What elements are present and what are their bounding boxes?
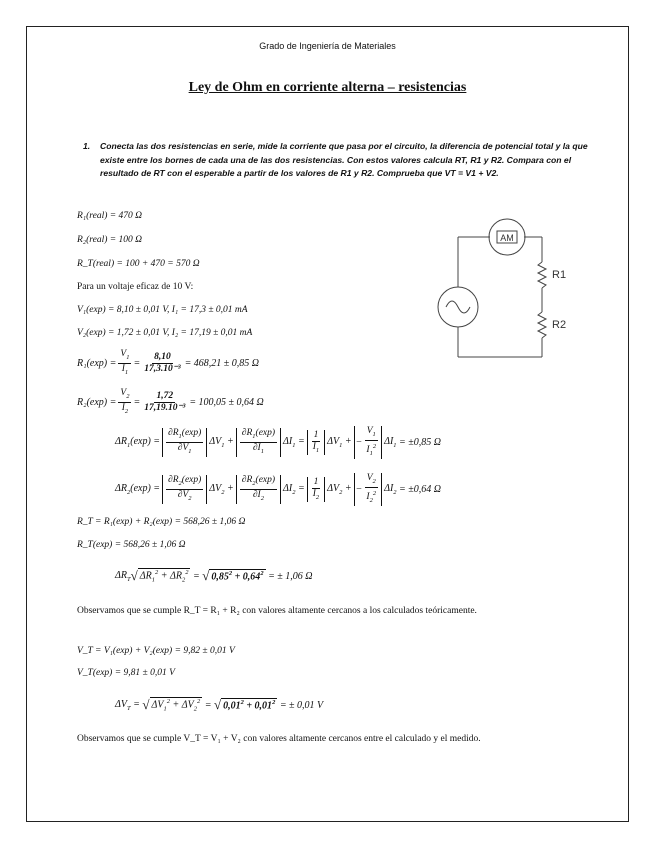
- r1-exp-num: 8,10: [154, 351, 171, 362]
- r2-real-line: R₂(real) = 100 Ω: [77, 235, 143, 245]
- observation-2: Observamos que se cumple V_T = V₁ + V₂ con valores altamente cercanos entre el calculado y el medido.: [77, 734, 481, 744]
- instruction-number: 1.: [83, 141, 91, 151]
- r2-exp-equation: R₂(exp) = $\frac{V_2}{I_2}$ = $\frac{1,72}{\text{17,19.10⁻³}}$ = 100,05 ± 0,64 Ω: [77, 388, 264, 415]
- v1-exp-line: V₁(exp) = 8,10 ± 0,01 V, I₁ = 17,3 ± 0,01 mA: [77, 305, 248, 315]
- r2-label: R2: [552, 319, 567, 331]
- dvt-result: = ± 0,01 V: [279, 699, 324, 711]
- r1-exp-equation: R₁(exp) = $\frac{V_1}{I_1}$ = $\frac{8,10}{\text{17,3.10⁻³}}$ = 468,21 ± 0,85 Ω: [77, 349, 260, 376]
- resistor-r1: [538, 262, 546, 288]
- rt-sum-line: R_T = R₁(exp) + R₂(exp) = 568,26 ± 1,06 Ω: [77, 517, 246, 527]
- r1-exp-lhs: R₁(exp) =: [77, 357, 117, 369]
- r2-exp-lhs: R₂(exp) =: [77, 396, 117, 408]
- r1-exp-den: 17,3.10⁻³: [144, 363, 181, 374]
- dr2-result: = ±0,64 Ω: [399, 483, 441, 495]
- dr1-result: = ±0,85 Ω: [399, 436, 441, 448]
- r2-exp-result: = 100,05 ± 0,64 Ω: [189, 396, 264, 408]
- dvt-equation: $\Delta V_T$ = √ $\Delta V_1^2 + \Delta V_2^2$ = √ $0,01^2 + 0,01^2$ = ± 0,01 V: [115, 697, 324, 713]
- r1-exp-result: = 468,21 ± 0,85 Ω: [184, 357, 260, 369]
- rt-exp-line: R_T(exp) = 568,26 ± 1,06 Ω: [77, 540, 186, 550]
- dr1-equation: $\Delta R_1(\exp)$ = $\frac{\partial R_1(\exp)}{\partial V_1}$ $\Delta V_1$ + $\frac{\partial R_1(\exp)}{\partial I_1}$ $\Delta I_1$ = $\frac{1}{I_1}$ $\Delta V_1$ + − $\frac{V_1}{I_1^2}$ $\Delta I_1$ = ±0,85 Ω: [115, 426, 441, 457]
- instruction-text: Conecta las dos resistencias en serie, mide la corriente que pasa por el circuito, la diferencia de potencial total y la que existe entre los bornes de cada una de las dos resistencias. Con estos valores calcula RT, R1 y R2. Compara con el resultado de RT con el esperable a partir de los valores de R1 y R2. Comprueba que VT = V1 + V2.: [100, 141, 588, 178]
- rt-real-line: R_T(real) = 100 + 470 = 570 Ω: [77, 259, 200, 269]
- page-title: Ley de Ohm en corriente alterna – resistencias: [188, 80, 467, 95]
- r1-label: R1: [552, 269, 567, 281]
- vt-exp-line: V_T(exp) = 9,81 ± 0,01 V: [77, 668, 175, 678]
- resistor-r2: [538, 312, 546, 338]
- vt-sum-line: V_T = V₁(exp) + V₂(exp) = 9,82 ± 0,01 V: [77, 646, 235, 656]
- r1-real-line: R₁(real) = 470 Ω: [77, 211, 143, 221]
- instruction-item: [83, 140, 590, 181]
- r2-exp-den: 17,19.10⁻³: [144, 402, 186, 413]
- voltage-intro: Para un voltaje eficaz de 10 V:: [77, 282, 194, 292]
- r2-exp-num: 1,72: [156, 390, 174, 401]
- dr2-equation: $\Delta R_2(\exp)$ = $\frac{\partial R_2(\exp)}{\partial V_2}$ $\Delta V_2$ + $\frac{\partial R_2(\exp)}{\partial I_2}$ $\Delta I_2$ = $\frac{1}{I_2}$ $\Delta V_2$ + − $\frac{V_2}{I_2^2}$ $\Delta I_2$ = ±0,64 Ω: [115, 473, 441, 504]
- ammeter-label: AM: [500, 233, 514, 243]
- drt-equation: $\Delta R_T$ √ $\Delta R_1^2 + \Delta R_2^2$ = √ $0,85^2 + 0,64^2$ = ± 1,06 Ω: [115, 568, 313, 584]
- circuit-diagram: [418, 212, 588, 367]
- drt-result: = ± 1,06 Ω: [268, 570, 313, 582]
- document-header: Grado de Ingeniería de Materiales: [259, 41, 396, 51]
- observation-1: Observamos que se cumple R_T = R₁ + R₂ con valores altamente cercanos a los calculados teóricamente.: [77, 606, 477, 616]
- v2-exp-line: V₂(exp) = 1,72 ± 0,01 V, I₂ = 17,19 ± 0,01 mA: [77, 328, 253, 338]
